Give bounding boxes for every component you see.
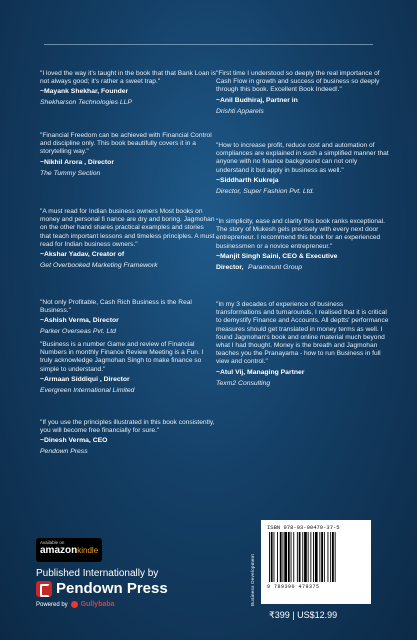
- testimonial-quote: "Financial Freedom can be achieved with Financial Control and discipline only. This book beautifully covers it in a storytelling way.": [40, 132, 212, 156]
- barcode-bar: [280, 532, 282, 582]
- testimonial: [216, 142, 390, 196]
- barcode-icon: [267, 532, 365, 584]
- barcode-bar: [269, 532, 270, 582]
- testimonial-author: ~Anil Budhiraj, Partner in: [216, 96, 298, 104]
- barcode-bar: [277, 532, 278, 582]
- barcode-bar: [288, 532, 290, 582]
- testimonial-organization: Director, Super Fashion Pvt. Ltd.: [216, 187, 315, 195]
- testimonial-author: ~Nikhil Arora , Director: [40, 158, 114, 166]
- testimonial: [216, 70, 390, 116]
- testimonial-quote: "Business is a number Game and review of Financial Numbers in monthly Finance Review Meeting is a Fun. I truly acknowledge Jagmohan Singh to make finance so simple to understand.": [40, 341, 204, 373]
- barcode-bar: [332, 532, 334, 582]
- testimonial: [40, 132, 216, 178]
- kindle-brand: kindle: [77, 546, 99, 555]
- barcode-bar: [321, 532, 323, 582]
- barcode-bar: [330, 532, 331, 582]
- category-label: Business Development: [250, 553, 255, 606]
- isbn-text: ISBN 978-93-90479-37-5: [267, 524, 340, 531]
- amazon-available-label: Available on: [40, 540, 65, 545]
- testimonial-organization: Parker Overseas Pvt. Ltd: [40, 328, 116, 336]
- testimonial-author: ~Manjit Singh Saini, CEO & Executive: [216, 252, 338, 260]
- testimonial-author: ~Armaan Siddiqui , Director: [40, 375, 130, 383]
- barcode-bar: [328, 532, 329, 582]
- testimonial-quote: "Not only Profitable, Cash Rich Business is the Real Business.": [40, 299, 192, 315]
- publisher-logo: [36, 580, 168, 597]
- barcode-bar: [302, 532, 303, 582]
- top-divider: [44, 44, 373, 45]
- barcode-bar: [293, 532, 294, 582]
- testimonial-quote: "In my 3 decades of experience of business transformations and turnarounds, I realised that it is critical to demystify Finance and Accounts. All deptts' performance measures should get translated in money terms as well. I found Jagmohan's book and online material much beyond what I had thought. Money is the breath and Jagmohan teaches you the Pranayama - how to run Business in full view and control.": [216, 301, 389, 366]
- testimonial-organization: The Tummy Section: [40, 169, 101, 177]
- testimonial-author: ~Siddharth Kukreja: [216, 176, 279, 184]
- barcode-bar: [319, 532, 320, 582]
- testimonial-author: ~Akshar Yadav, Creator of: [40, 251, 125, 259]
- testimonial: [40, 419, 216, 456]
- testimonial-quote: "A must read for Indian business owners Most books on money and personal fi nance are dry and boring. Jagmohan on the other hand shares practical examples and stories that teach important lessons and timeless principles. A must read for Indian business owners.": [40, 208, 215, 248]
- barcode-number: 9 789390 479375: [267, 584, 320, 590]
- barcode-bar: [274, 532, 275, 582]
- powered-by-brand: Gullybaba: [80, 601, 115, 608]
- barcode-bar: [324, 532, 325, 582]
- published-by-label: Published Internationally by: [36, 568, 159, 579]
- testimonial: [216, 301, 390, 388]
- testimonial-quote: "First time I understood so deeply the real importance of Cash Flow in growth and success of business so deeply through this book. Excellent Book Indeed!.": [216, 70, 380, 94]
- testimonial-organization: Evergreen International Limited: [40, 386, 135, 394]
- barcode-bar: [284, 532, 287, 582]
- testimonial-organization: Get Overbooked Marketing Framework: [40, 262, 158, 270]
- testimonial-quote: "If you use the principles illustrated in this book consistently, you will become free financially for sure.": [40, 419, 215, 435]
- barcode-bar: [315, 532, 318, 582]
- barcode-bar: [310, 532, 311, 582]
- testimonial: [40, 341, 216, 395]
- powered-by: [36, 601, 115, 608]
- testimonial-quote: "How to increase profit, reduce cost and automation of compliances are explained in such a simplified manner that anyone with no finance background can not only understand it but apply in business as well.": [216, 142, 389, 174]
- barcode-bar: [291, 532, 292, 582]
- testimonial-organization: Paramount Group: [248, 263, 303, 271]
- testimonial-author: ~Dinesh Verma, CEO: [40, 437, 108, 445]
- testimonial-author-continued: Director,: [216, 263, 244, 271]
- gullybaba-logo-icon: [71, 601, 78, 608]
- amazon-brand: amazon: [40, 545, 78, 556]
- testimonial-author: ~Ashish Verma, Director: [40, 317, 119, 325]
- testimonial: [40, 208, 216, 270]
- barcode-bar: [313, 532, 314, 582]
- testimonial-author: ~Mayank Shekhar, Founder: [40, 88, 129, 96]
- barcode-bar: [283, 532, 284, 582]
- powered-by-label: Powered by: [36, 601, 68, 608]
- testimonial: [40, 299, 216, 336]
- barcode-bar: [304, 532, 307, 582]
- testimonial-organization: Pendown Press: [40, 448, 88, 456]
- barcode-bar: [299, 532, 301, 582]
- publisher-name: Pendown Press: [56, 580, 168, 597]
- barcode-bar: [271, 532, 273, 582]
- testimonial-organization: Drishti Apparels: [216, 107, 264, 115]
- testimonial-quote: "I loved the way it's taught in the book that that Bank Loan is not always good; it's rather a sweet trap.": [40, 70, 216, 86]
- pendown-logo-icon: [36, 581, 52, 597]
- barcode-bar: [308, 532, 309, 582]
- testimonial-author: ~Atul Vij, Managing Partner: [216, 368, 305, 376]
- barcode-panel: [261, 520, 371, 604]
- testimonial-organization: Shekharson Technologies LLP: [40, 99, 132, 107]
- testimonial-quote: "In simplicity, ease and clarity this book ranks exceptional. The story of Mukesh gels precisely with every next door entrepreneur. I recommend this book for an experienced businessmen or a novice entrepreneur.": [216, 218, 385, 250]
- testimonial: [40, 70, 216, 107]
- testimonial: [216, 218, 390, 272]
- testimonial-organization: Texm2 Consulting: [216, 379, 271, 387]
- amazon-kindle-badge[interactable]: [36, 538, 102, 562]
- barcode-bar: [335, 532, 336, 582]
- barcode-bar: [297, 532, 298, 582]
- price-label: ₹399 | US$12.99: [269, 610, 338, 620]
